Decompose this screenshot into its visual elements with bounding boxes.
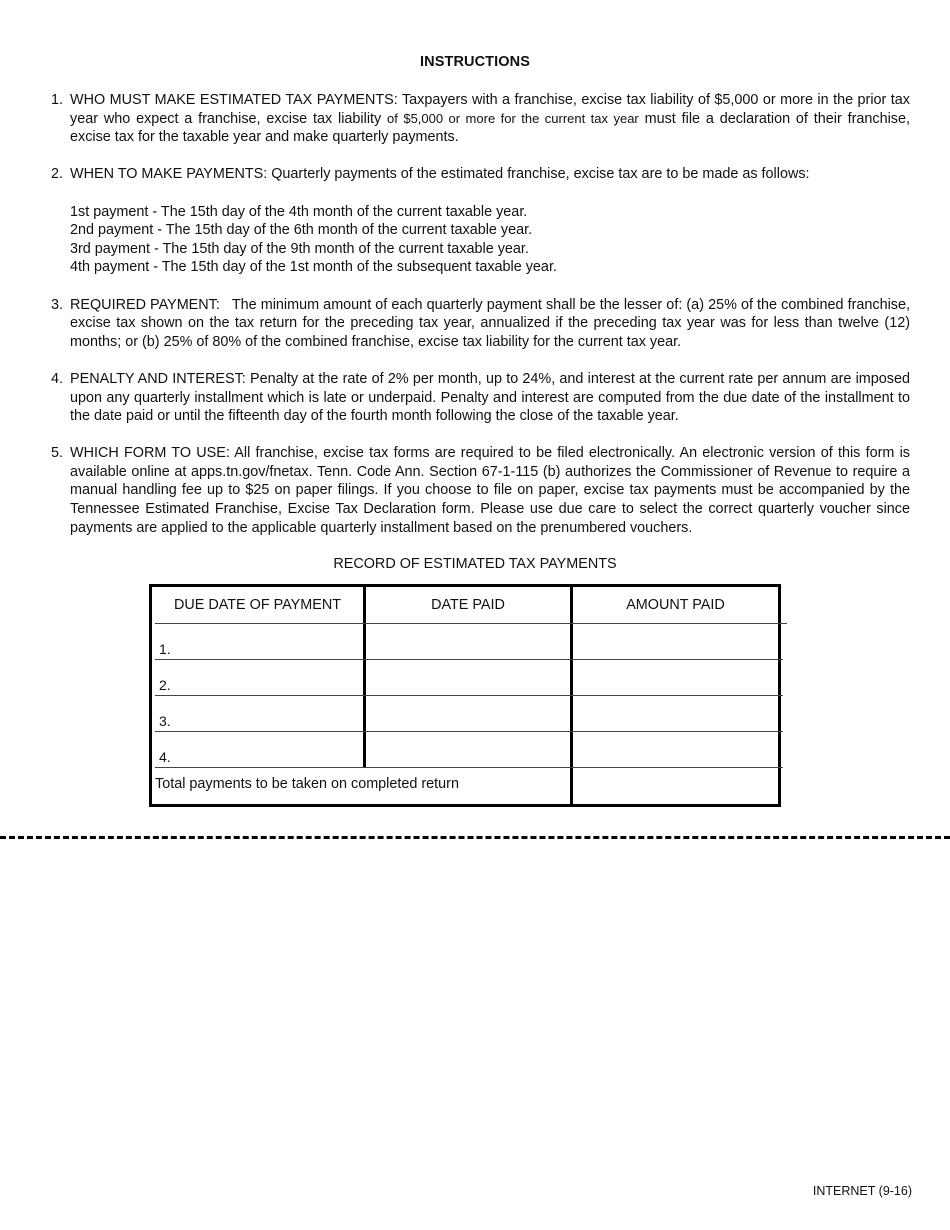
item-heading: REQUIRED PAYMENT: [70,296,220,313]
header-date-paid: DATE PAID [431,597,505,613]
item-text: The minimum amount of each quarterly payment shall be the lesser of: (a) 25% of the combined franchise, excise tax shown on the tax return for the preceding tax year, annualized if the preceding tax year was for less than twelve (12) months; or (b) 25% of 80% of the combined franchise, excise tax liability for the current tax year. [70,296,914,350]
schedule-line-3: 3rd payment - The 15th day of the 9th month of the current taxable year. [70,240,529,257]
schedule-line-1: 1st payment - The 15th day of the 4th month of the current taxable year. [70,203,528,220]
schedule-line-2: 2nd payment - The 15th day of the 6th month of the current taxable year. [70,222,533,239]
item-text: must file a declaration of their franchise, excise tax for the taxable year and make quarterly payments. [70,110,910,146]
cut-line [0,836,950,839]
row-number-1: 1. [159,641,171,657]
item-text-small: of $5,000 or more for the current tax year [387,110,639,126]
form-version: INTERNET (9-16) [812,1184,912,1198]
item-number: 1. [51,92,64,108]
schedule-line-4: 4th payment - The 15th day of the 1st month of the subsequent taxable year. [70,259,557,276]
page-title: INSTRUCTIONS [420,54,530,70]
item-heading: WHICH FORM TO USE: [70,445,230,462]
instruction-item-5 [48,444,910,537]
instruction-item-4 [48,370,910,426]
payment-schedule [70,203,910,277]
header-due-date: DUE DATE OF PAYMENT [173,597,342,613]
instructions-list [48,91,914,556]
item-number: 5. [51,445,64,462]
header-amount-paid: AMOUNT PAID [626,597,725,613]
row-number-3: 3. [159,713,171,729]
item-text: Quarterly payments of the estimated franchise, excise tax are to be made as follows: [267,166,810,183]
item-number: 2. [51,166,64,183]
item-heading: WHO MUST MAKE ESTIMATED TAX PAYMENTS: [70,92,398,108]
instruction-item-1 [48,91,910,147]
row-divider [155,731,783,732]
record-title: RECORD OF ESTIMATED TAX PAYMENTS [333,556,617,572]
instruction-item-2 [48,165,910,277]
item-text: All franchise, excise tax forms are required to be filed electronically. An electronic version of this form is available online at apps.tn.gov/fnetax. Tenn. Code Ann. Section 67-1-115 (b) authorizes the Commissioner of Revenue to require a manual handling fee up to $25 on paper filings. If you choose to file on paper, excise tax payments must be accompanied by the Tennessee Estimated Franchise, Excise Tax Declaration form. Please use due care to select the correct quarterly voucher since payments are applied to the applicable quarterly installment based on the prenumbered vouchers. [70,445,910,536]
row-divider [155,767,783,768]
instruction-item-3 [48,296,914,352]
item-heading: WHEN TO MAKE PAYMENTS: [70,166,268,183]
item-text: Penalty at the rate of 2% per month, up to 24%, and interest at the current rate per annum are imposed upon any quarterly installment which is late or underpaid. Penalty and interest are computed from the due date of the installment to the date paid or until the fifteenth day of the fourth month following the close of the taxable year. [70,370,911,425]
column-divider [363,587,366,768]
item-text: Taxpayers with a franchise, excise tax liability of $5,000 or more in the prior tax year who expect a franchise, excise tax liability [70,92,910,127]
row-number-2: 2. [159,677,171,693]
row-divider [155,659,783,660]
item-number: 4. [51,370,64,387]
row-divider [155,623,787,624]
record-table [149,584,781,807]
row-divider [155,695,783,696]
item-heading: PENALTY AND INTEREST: [70,370,246,387]
row-number-4: 4. [159,749,171,765]
total-payments-label: Total payments to be taken on completed return [155,776,459,792]
item-number: 3. [51,296,64,313]
